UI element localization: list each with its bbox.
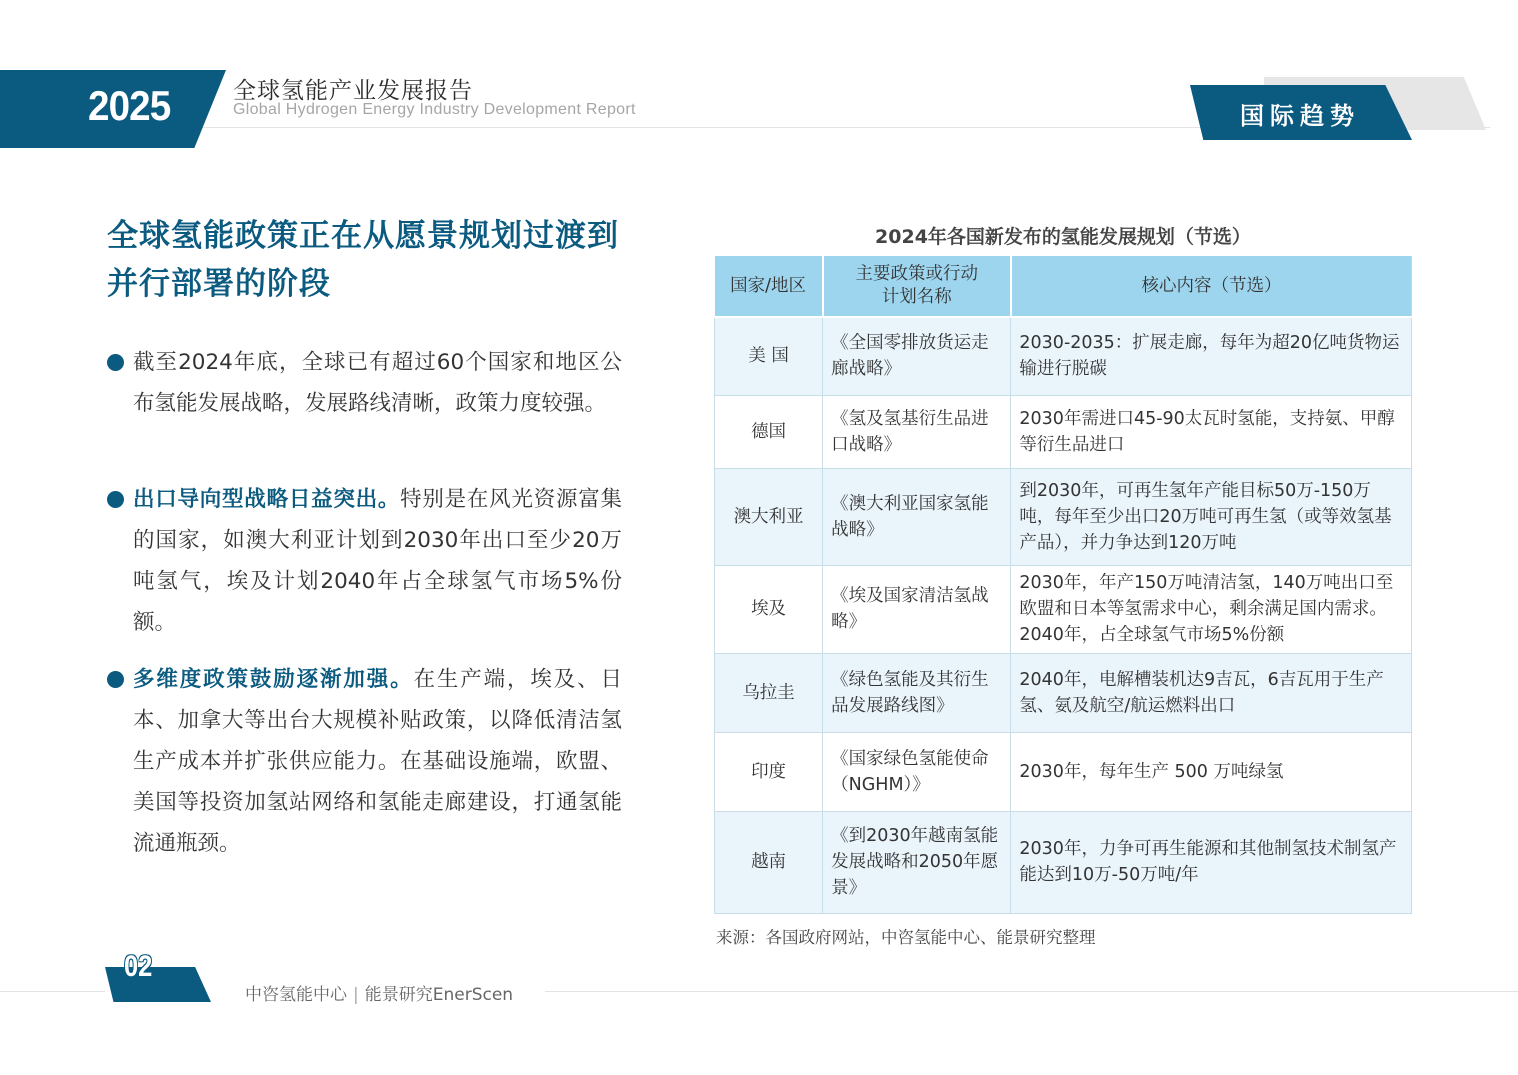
bullet-text: 在生产端，埃及、日本、加拿大等出台大规模补贴政策，以降低清洁氢生产成本并扩张供应能力。在基础设施端，欧盟、美国等投资加氢站网络和氢能走廊建设，打通氢能流通瓶颈。 (133, 667, 622, 856)
cell-content: 2030年，年产150万吨清洁氢，140万吨出口至欧盟和日本等氢需求中心，剩余满足国内需求。2040年，占全球氢气市场5%份额 (1011, 565, 1412, 653)
table-row (715, 468, 1412, 565)
cell-country: 澳大利亚 (715, 468, 823, 565)
footer-separator: | (353, 985, 359, 1005)
table-header-row (715, 256, 1412, 317)
bullet-item (107, 479, 622, 643)
bullet-item (107, 659, 622, 864)
policy-table (714, 256, 1412, 914)
table-caption: 2024年各国新发布的氢能发展规划（节选） (875, 226, 1251, 248)
bullet-highlight: 多维度政策鼓励逐渐加强。 (133, 667, 414, 692)
cell-content: 2030年需进口45-90太瓦时氢能，支持氨、甲醇等衍生品进口 (1011, 395, 1412, 468)
table-source: 来源：各国政府网站，中咨氢能中心、能景研究整理 (716, 928, 1096, 947)
footer-divider-right (545, 991, 1518, 992)
cell-country: 埃及 (715, 565, 823, 653)
footer-org-right: 能景研究EnerScen (364, 985, 514, 1005)
table-row (715, 653, 1412, 732)
table-row (715, 565, 1412, 653)
bullet-dot-icon (107, 491, 124, 508)
cell-country: 乌拉圭 (715, 653, 823, 732)
header-policy: 主要政策或行动计划名称 (823, 256, 1011, 317)
cell-country: 印度 (715, 732, 823, 811)
cell-content: 2040年，电解槽装机达9吉瓦，6吉瓦用于生产氢、氨及航空/航运燃料出口 (1011, 653, 1412, 732)
cell-country: 美 国 (715, 317, 823, 395)
cell-policy: 《澳大利亚国家氢能战略》 (823, 468, 1011, 565)
footer-divider-left (0, 991, 105, 992)
footer-organizations (245, 980, 513, 1005)
section-tag-label: 国际趋势 (1240, 102, 1360, 130)
bullet-text: 特别是在风光资源富集的国家，如澳大利亚计划到2030年出口至少20万吨氢气，埃及计划2040年占全球氢气市场5%份额。 (133, 487, 622, 635)
table-row (715, 732, 1412, 811)
bullet-highlight: 出口导向型战略日益突出。 (133, 487, 401, 512)
cell-country: 越南 (715, 811, 823, 913)
cell-policy: 《全国零排放货运走廊战略》 (823, 317, 1011, 395)
bullet-dot-icon (107, 671, 124, 688)
header-content: 核心内容（节选） (1011, 256, 1412, 317)
cell-content: 2030年，力争可再生能源和其他制氢技术制氢产能达到10万-50万吨/年 (1011, 811, 1412, 913)
cell-policy: 《埃及国家清洁氢战略》 (823, 565, 1011, 653)
cell-content: 2030-2035：扩展走廊，每年为超20亿吨货物运输进行脱碳 (1011, 317, 1412, 395)
report-title-en: Global Hydrogen Energy Industry Development Report (233, 101, 636, 118)
page-number: 02 (124, 950, 153, 983)
page-number-badge (105, 967, 211, 1002)
cell-country: 德国 (715, 395, 823, 468)
table-row (715, 395, 1412, 468)
report-year: 2025 (88, 82, 171, 129)
report-title-cn: 全球氢能产业发展报告 (233, 78, 473, 104)
cell-policy: 《氢及氢基衍生品进口战略》 (823, 395, 1011, 468)
cell-content: 到2030年，可再生氢年产能目标50万-150万吨，每年至少出口20万吨可再生氢（或等效氢基产品），并力争达到120万吨 (1011, 468, 1412, 565)
bullet-dot-icon (107, 354, 124, 371)
header-country: 国家/地区 (715, 256, 823, 317)
cell-policy: 《绿色氢能及其衍生品发展路线图》 (823, 653, 1011, 732)
cell-content: 2030年，每年生产 500 万吨绿氢 (1011, 732, 1412, 811)
cell-policy: 《到2030年越南氢能发展战略和2050年愿景》 (823, 811, 1011, 913)
table-row (715, 811, 1412, 913)
cell-policy: 《国家绿色氢能使命（NGHM）》 (823, 732, 1011, 811)
bullet-item (107, 342, 622, 424)
section-title: 全球氢能政策正在从愿景规划过渡到并行部署的阶段 (107, 218, 619, 302)
bullet-text: 截至2024年底，全球已有超过60个国家和地区公布氢能发展战略，发展路线清晰，政策力度较强。 (133, 350, 622, 416)
footer-org-left: 中咨氢能中心 (245, 985, 347, 1005)
table-row (715, 317, 1412, 395)
